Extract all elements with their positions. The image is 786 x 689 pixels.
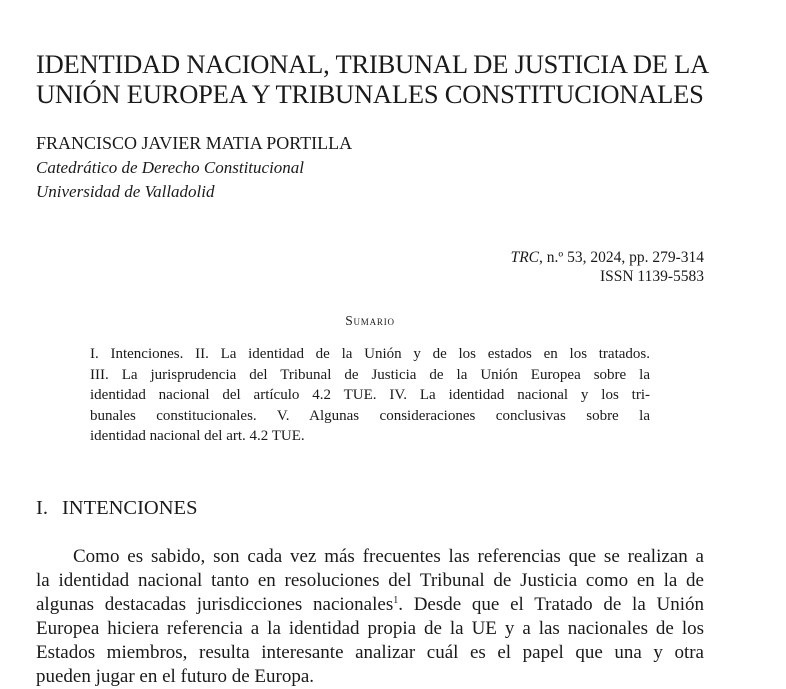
citation-line — [511, 248, 704, 267]
paragraph-line-3-end: . Desde que el Tratado de la Unión — [398, 594, 704, 615]
issn: ISSN 1139-5583 — [599, 268, 704, 285]
section-heading — [36, 495, 197, 521]
summary-heading: Sumario — [345, 313, 395, 328]
summary-body — [90, 344, 650, 447]
author-name: FRANCISCO JAVIER MATIA PORTILLA — [36, 133, 353, 153]
article-title — [36, 49, 726, 109]
paragraph-line-5: Estados miembros, resulta interesante analizar cuál es el papel que una y otra — [36, 642, 704, 663]
title-line-2: UNIÓN EUROPEA Y TRIBUNALES CONSTITUCIONALES — [36, 79, 704, 109]
paragraph-line-2: la identidad nacional tanto en resoluciones del Tribunal de Justicia como en la de — [36, 570, 704, 591]
title-line-1: IDENTIDAD NACIONAL, TRIBUNAL DE JUSTICIA DE LA — [36, 49, 710, 79]
citation-reference: , n.º 53, 2024, pp. 279-314 — [539, 249, 704, 266]
footnote-reference[interactable]: 1 — [393, 595, 399, 606]
summary-line-3: identidad nacional del artículo 4.2 TUE. IV. La identidad nacional y los tri- — [90, 387, 650, 403]
author-position: Catedrático de Derecho Constitucional — [36, 158, 305, 177]
section-title: INTENCIONES — [61, 497, 198, 519]
paragraph-line-4: Europea hiciera referencia a la identidad propia de la UE y a las nacionales de los — [36, 618, 704, 639]
paragraph-line-3-start: algunas destacadas jurisdicciones nacionales — [36, 594, 394, 615]
summary-line-4: bunales constitucionales. V. Algunas consideraciones conclusivas sobre la — [90, 407, 650, 424]
paragraph-line-3 — [36, 593, 704, 617]
author-institution: Universidad de Valladolid — [36, 182, 215, 201]
summary-line-2: III. La jurisprudencia del Tribunal de Justicia de la Unión Europea sobre la — [90, 366, 650, 383]
summary-line-5: identidad nacional del art. 4.2 TUE. — [90, 428, 305, 444]
journal-abbreviation: TRC — [510, 249, 540, 266]
section-number: I. — [36, 497, 48, 519]
body-paragraph — [36, 545, 704, 689]
citation-block — [511, 248, 704, 286]
paragraph-line-6: pueden jugar en el futuro de Europa. — [36, 666, 315, 687]
paragraph-line-1: Como es sabido, son cada vez más frecuentes las referencias que se realizan a — [73, 546, 704, 567]
summary-line-1: I. Intenciones. II. La identidad de la Unión y de los estados en los tratados. — [90, 346, 650, 362]
